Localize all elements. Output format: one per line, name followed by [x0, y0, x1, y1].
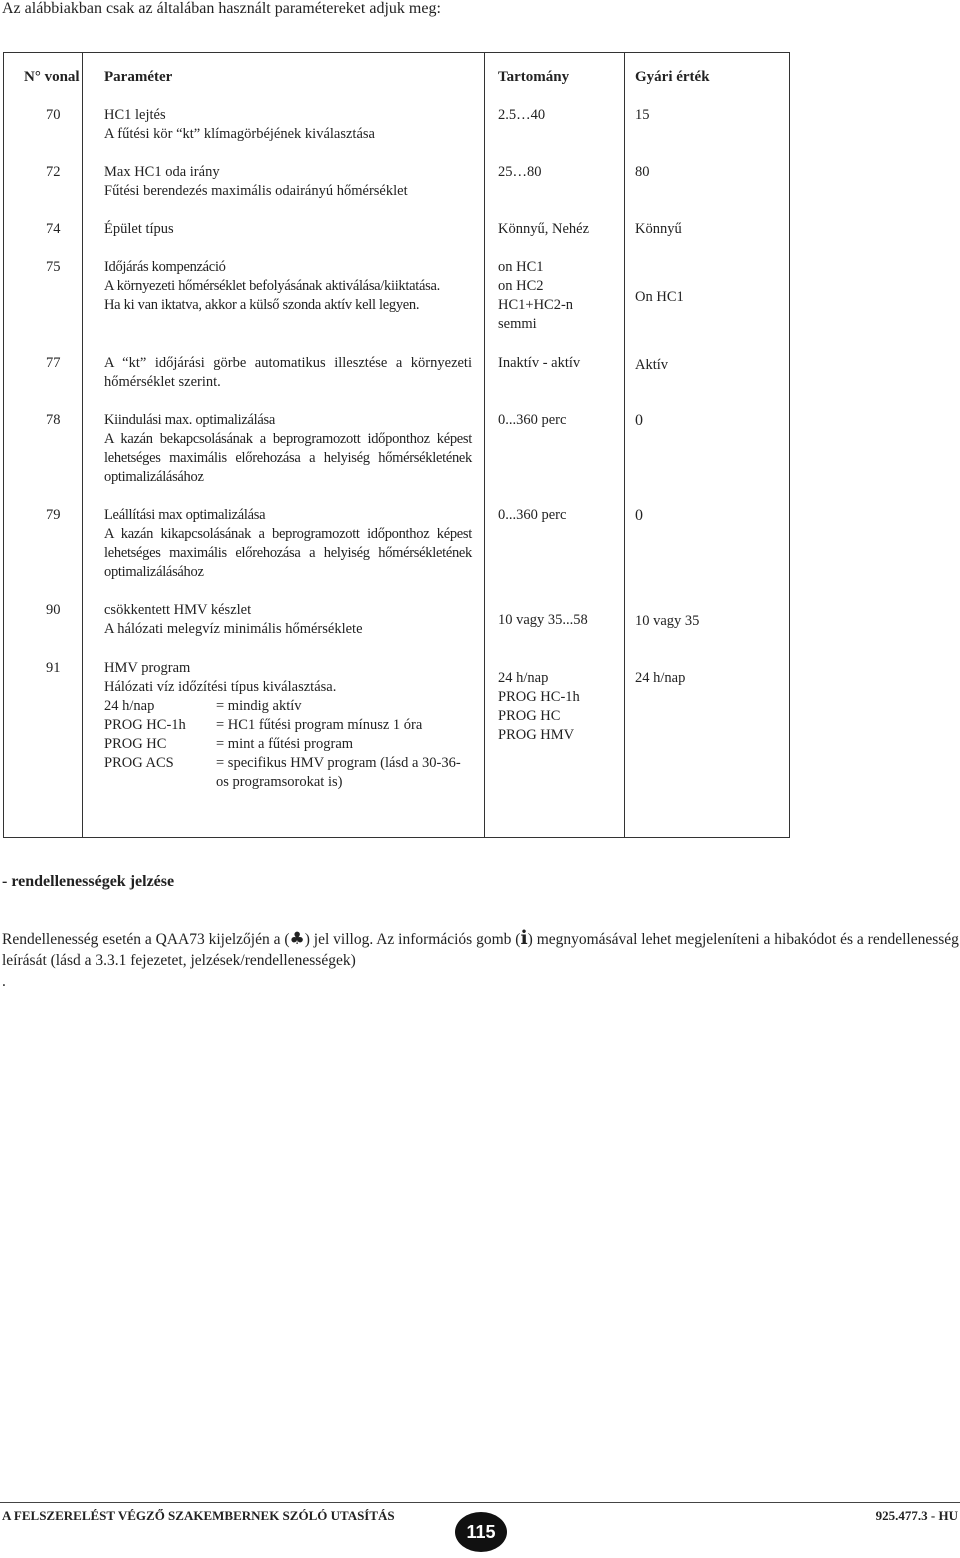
row-num: 79 — [46, 507, 61, 523]
program-name: 24 h/nap — [104, 698, 155, 714]
row-param: Kiindulási max. optimalizálása A kazán bekapcsolásának a beprogramozott időponthoz képest lehetséges maximális előrehozása a helyiség hőmérsékletének optimalizálásához — [104, 412, 472, 485]
fault-icon: ♣ — [289, 929, 305, 949]
info-icon: i — [520, 927, 528, 949]
row-param: Időjárás kompenzáció A környezeti hőmérséklet befolyásának aktiválása/kiiktatása. Ha ki van iktatva, akkor a külső szonda aktív kell legyen. — [104, 259, 440, 313]
program-name: PROG HC-1h — [104, 717, 186, 733]
program-desc: = HC1 fűtési program mínusz 1 óra — [216, 717, 423, 733]
document-code: 925.477.3 - HU — [875, 1508, 958, 1523]
row-range: 0...360 perc — [498, 507, 567, 523]
row-param: A “kt” időjárási görbe automatikus illesztése a környezeti hőmérséklet szerint. — [104, 355, 472, 390]
row-param: HMV program Hálózati víz időzítési típus kiválasztása. 24 h/nap = mindig aktív PROG HC-1h = HC1 fűtési program mínusz 1 óra PROG HC = mint a fűtési program PROG ACS = specifikus HMV program (lásd a 30-36-os programsorokat is) — [104, 659, 472, 792]
row-param: HC1 lejtés A fűtési kör “kt” klímagörbéjének kiválasztása — [104, 107, 375, 142]
row-num: 91 — [46, 660, 61, 676]
row-factory: On HC1 — [635, 289, 684, 305]
row-param: csökkentett HMV készlet A hálózati melegvíz minimális hőmérséklete — [104, 602, 363, 637]
row-range: 24 h/nap PROG HC-1h PROG HC PROG HMV — [498, 670, 580, 743]
column-divider — [624, 53, 625, 837]
row-factory: 15 — [635, 107, 650, 123]
program-desc: = specifikus HMV program (lásd a 30-36-os programsorokat is) — [216, 755, 461, 790]
parameter-table — [3, 52, 790, 838]
hmv-program-list — [104, 697, 472, 792]
row-range: 10 vagy 35...58 — [498, 612, 588, 628]
row-num: 72 — [46, 164, 61, 180]
program-desc: = mindig aktív — [216, 698, 302, 714]
row-factory: Aktív — [635, 357, 669, 373]
row-num: 90 — [46, 602, 61, 618]
row-factory: 10 vagy 35 — [635, 613, 700, 629]
column-divider — [82, 53, 83, 837]
section-title: - rendellenességek jelzése — [2, 873, 175, 890]
row-range: 2.5…40 — [498, 107, 546, 123]
footer-title: A FELSZERELÉST VÉGZŐ SZAKEMBERNEK SZÓLÓ UTASÍTÁS — [2, 1508, 395, 1523]
row-range: Könnyű, Nehéz — [498, 221, 590, 237]
intro-text: Az alábbiakban csak az általában használt paramétereket adjuk meg: — [2, 0, 441, 17]
row-param: Max HC1 oda irány Fűtési berendezés maximális odairányú hőmérséklet — [104, 164, 408, 199]
row-num: 78 — [46, 412, 61, 428]
row-num: 77 — [46, 355, 61, 371]
row-num: 74 — [46, 221, 61, 237]
row-range: 0...360 perc — [498, 412, 567, 428]
program-name: PROG ACS — [104, 755, 174, 771]
fault-paragraph: Rendellenesség esetén a QAA73 kijelzőjén a (♣) jel villog. Az információs gomb (i) megnyomásával lehet megjeleníteni a hibakódot és a rendellenesség leírását (lásd a 3.3.1 fejezetet, jelzések/rendellenességek) . — [2, 927, 959, 990]
row-factory: 24 h/nap — [635, 670, 686, 686]
footer-divider — [0, 1502, 960, 1503]
row-param: Leállítási max optimalizálása A kazán kikapcsolásának a beprogramozott időponthoz képest lehetséges maximális előrehozása a helyiség hőmérsékletének optimalizálásához — [104, 507, 472, 580]
row-range: 25…80 — [498, 164, 542, 180]
program-desc: = mint a fűtési program — [216, 736, 354, 752]
row-factory: 80 — [635, 164, 650, 180]
row-num: 75 — [46, 259, 61, 275]
row-factory: Könnyű — [635, 221, 682, 237]
header-range: Tartomány — [498, 69, 570, 85]
header-param: Paraméter — [104, 69, 173, 85]
row-factory: 0 — [635, 412, 643, 429]
header-num: N° vonal — [24, 69, 80, 85]
row-range: on HC1 on HC2 HC1+HC2-n semmi — [498, 259, 574, 332]
row-num: 70 — [46, 107, 61, 123]
row-range: Inaktív - aktív — [498, 355, 581, 371]
header-factory: Gyári érték — [635, 69, 710, 85]
page-number-badge: 115 — [455, 1512, 507, 1552]
row-factory: 0 — [635, 507, 643, 524]
row-param: Épület típus — [104, 221, 174, 237]
program-name: PROG HC — [104, 736, 167, 752]
column-divider — [484, 53, 485, 837]
